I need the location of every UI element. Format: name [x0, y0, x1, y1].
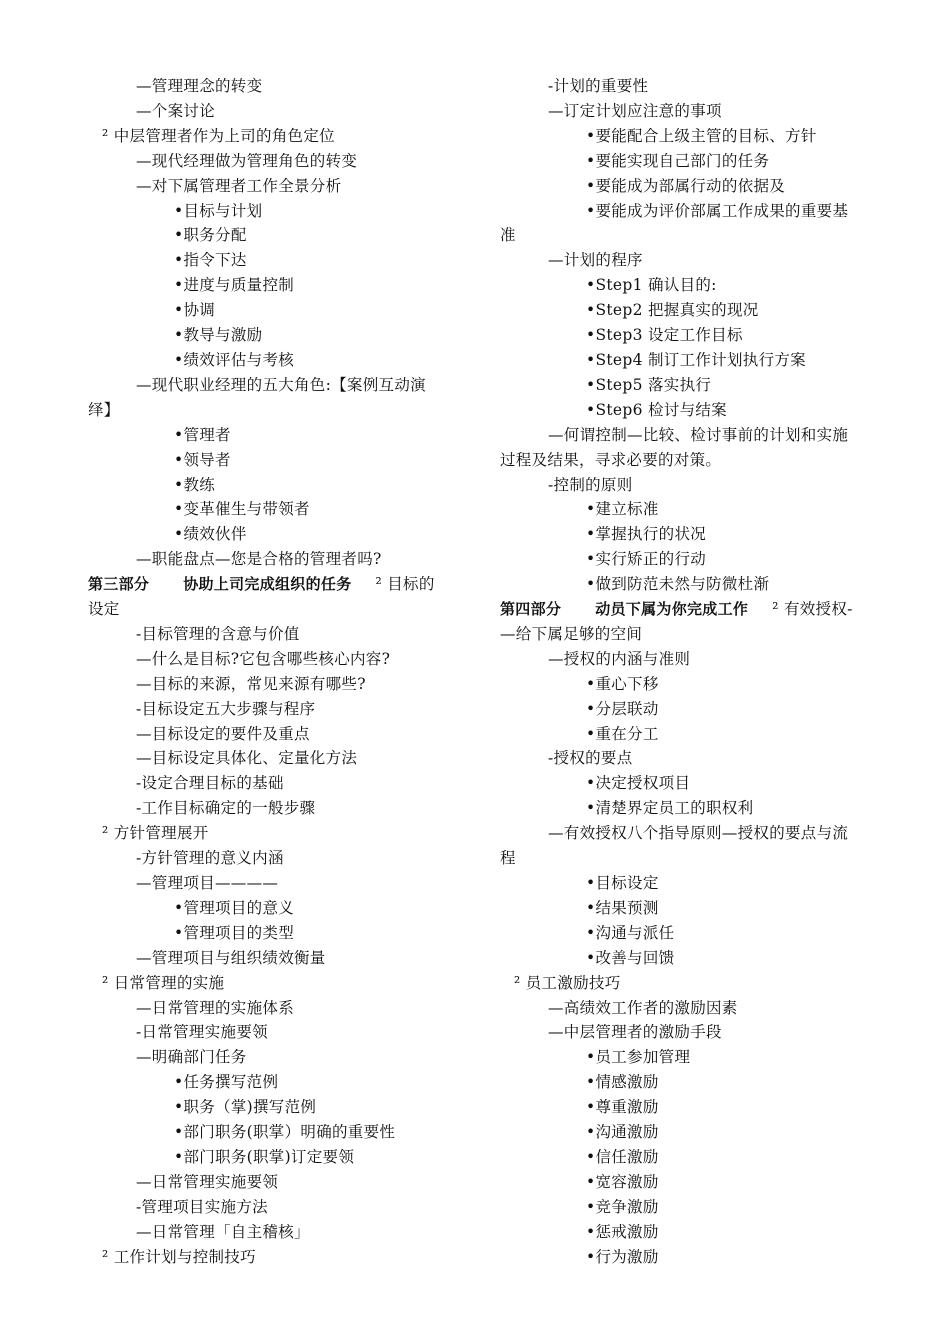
outline-item: —订定计划应注意的事项	[548, 101, 722, 120]
outline-item: —授权的内涵与准则	[548, 649, 691, 668]
outline-item: -方针管理的意义内涵	[136, 849, 284, 868]
bullet-item: •决定授权项目	[586, 774, 691, 793]
outline-item: —中层管理者的激励手段	[548, 1023, 722, 1042]
topic-item: ² 员工激励技巧	[514, 973, 621, 992]
bullet-item: •实行矫正的行动	[586, 550, 707, 569]
topic-item: ² 日常管理的实施	[102, 973, 225, 992]
bullet-item: •做到防范未然与防微杜渐	[586, 575, 770, 594]
bullet-item: •协调	[174, 301, 216, 320]
bullet-item: •进度与质量控制	[174, 276, 295, 295]
outline-item: -工作目标确定的一般步骤	[136, 799, 316, 818]
outline-item: —目标的来源，常见来源有哪些?	[136, 674, 366, 693]
outline-item: —对下属管理者工作全景分析	[136, 176, 342, 195]
bullet-item: •部门职务(职掌)订定要领	[174, 1147, 355, 1166]
outline-item: —管理项目与组织绩效衡量	[136, 948, 326, 967]
bullet-item: •建立标准	[586, 500, 659, 519]
outline-item: -目标设定五大步骤与程序	[136, 699, 316, 718]
section-number: 第三部分	[88, 575, 150, 594]
bullet-item: •指令下达	[174, 251, 247, 270]
bullet-item: •目标设定	[586, 874, 659, 892]
outline-item-text: ² 目标的	[375, 575, 435, 594]
outline-item: -日常管理实施要领	[136, 1023, 268, 1042]
section-title: 动员下属为你完成工作	[595, 600, 749, 619]
bullet-item: •Step6 检讨与结案	[586, 400, 727, 419]
bullet-item: •领导者	[174, 450, 231, 469]
bullet-item: •职务分配	[174, 226, 247, 245]
bullet-item: •情感激励	[586, 1073, 659, 1092]
section-number: 第四部分	[500, 600, 562, 619]
bullet-item: •Step4 制订工作计划执行方案	[586, 350, 806, 369]
outline-item: —计划的程序	[548, 251, 643, 270]
bullet-item: •要能成为部属行动的依据及	[586, 176, 786, 195]
outline-item: —个案讨论	[136, 101, 216, 120]
bullet-item: •变革催生与带领者	[174, 500, 310, 519]
outline-item: —高绩效工作者的激励因素	[548, 998, 738, 1017]
outline-item: -管理项目实施方法	[136, 1197, 268, 1216]
bullet-item: •任务撰写范例	[174, 1073, 279, 1092]
outline-item: —有效授权八个指导原则—授权的要点与流	[548, 824, 849, 843]
bullet-item: •要能配合上级主管的目标、方针	[586, 126, 817, 145]
bullet-item: •清楚界定员工的职权利	[586, 799, 754, 818]
bullet-item: •管理者	[174, 425, 231, 444]
bullet-item: •员工参加管理	[586, 1048, 691, 1067]
bullet-item: •重在分工	[586, 724, 659, 743]
bullet-item: •管理项目的类型	[174, 923, 295, 942]
bullet-item: •职务（掌)撰写范例	[174, 1098, 317, 1117]
bullet-item: •Step3 设定工作目标	[586, 326, 743, 345]
topic-item: ² 工作计划与控制技巧	[102, 1247, 256, 1266]
bullet-item: •管理项目的意义	[174, 898, 295, 917]
bullet-item: •信任激励	[586, 1147, 659, 1166]
bullet-item: •沟通激励	[586, 1123, 659, 1142]
outline-item-text: ² 有效授权-	[772, 600, 853, 619]
outline-item: —现代经理做为管理角色的转变	[136, 151, 358, 170]
outline-item: -授权的要点	[548, 749, 633, 768]
outline-item: —目标设定的要件及重点	[136, 724, 310, 743]
section-title: 协助上司完成组织的任务	[183, 575, 352, 594]
outline-item: —日常管理实施要领	[136, 1172, 279, 1191]
bullet-item: •部门职务(职掌）明确的重要性	[174, 1123, 396, 1142]
bullet-item: •竞争激励	[586, 1197, 659, 1216]
outline-item: —目标设定具体化、定量化方法	[136, 749, 358, 768]
outline-item: —给下属足够的空间	[500, 624, 643, 643]
outline-item: 绎】	[88, 400, 120, 419]
bullet-item: •Step1 确认目的:	[586, 276, 717, 295]
bullet-item: •要能成为评价部属工作成果的重要基	[586, 201, 849, 220]
outline-item: -控制的原则	[548, 475, 633, 494]
bullet-item: •沟通与派任	[586, 923, 675, 942]
outline-item: —明确部门任务	[136, 1048, 247, 1067]
section-heading-line	[500, 597, 878, 622]
section-heading-line	[88, 572, 460, 597]
outline-item: —日常管理「自主稽核」	[136, 1222, 310, 1241]
bullet-item: •掌握执行的状况	[586, 525, 707, 544]
outline-item: —什么是目标?它包含哪些核心内容?	[136, 649, 391, 668]
bullet-item: •教导与激励	[174, 326, 263, 345]
outline-item: -目标管理的含意与价值	[136, 624, 300, 643]
bullet-item: •目标与计划	[174, 201, 263, 220]
right-column	[500, 74, 878, 1270]
bullet-item: •绩效评估与考核	[174, 350, 295, 369]
bullet-item: •行为激励	[586, 1247, 659, 1266]
bullet-item: •惩戒激励	[586, 1222, 659, 1241]
bullet-item: •结果预测	[586, 898, 659, 917]
outline-item: 程	[500, 849, 516, 868]
topic-item: ² 方针管理展开	[102, 824, 209, 843]
outline-item: 设定	[88, 600, 120, 619]
outline-item: —日常管理的实施体系	[136, 998, 295, 1017]
outline-item: 过程及结果，寻求必要的对策。	[500, 450, 722, 469]
left-column	[88, 74, 460, 1270]
bullet-item: •Step5 落实执行	[586, 375, 712, 394]
bullet-item: •分层联动	[586, 699, 659, 718]
outline-item: —职能盘点—您是合格的管理者吗?	[136, 550, 382, 569]
outline-item: —何谓控制—比较、检讨事前的计划和实施	[548, 425, 849, 444]
outline-item: 准	[500, 226, 516, 245]
topic-item: ² 中层管理者作为上司的角色定位	[102, 126, 335, 145]
bullet-item: •要能实现自己部门的任务	[586, 151, 770, 170]
bullet-item: •绩效伙伴	[174, 525, 247, 544]
bullet-item: •重心下移	[586, 674, 659, 693]
outline-item: —管理项目————	[136, 874, 279, 892]
bullet-item: •改善与回馈	[586, 948, 675, 967]
bullet-item: •教练	[174, 475, 216, 494]
outline-item: -设定合理目标的基础	[136, 774, 284, 793]
bullet-item: •尊重激励	[586, 1098, 659, 1117]
outline-item: —现代职业经理的五大角色:【案例互动演	[136, 375, 426, 394]
outline-item: —管理理念的转变	[136, 77, 263, 95]
bullet-item: •Step2 把握真实的现况	[586, 301, 759, 320]
outline-item: -计划的重要性	[548, 77, 649, 95]
bullet-item: •宽容激励	[586, 1172, 659, 1191]
